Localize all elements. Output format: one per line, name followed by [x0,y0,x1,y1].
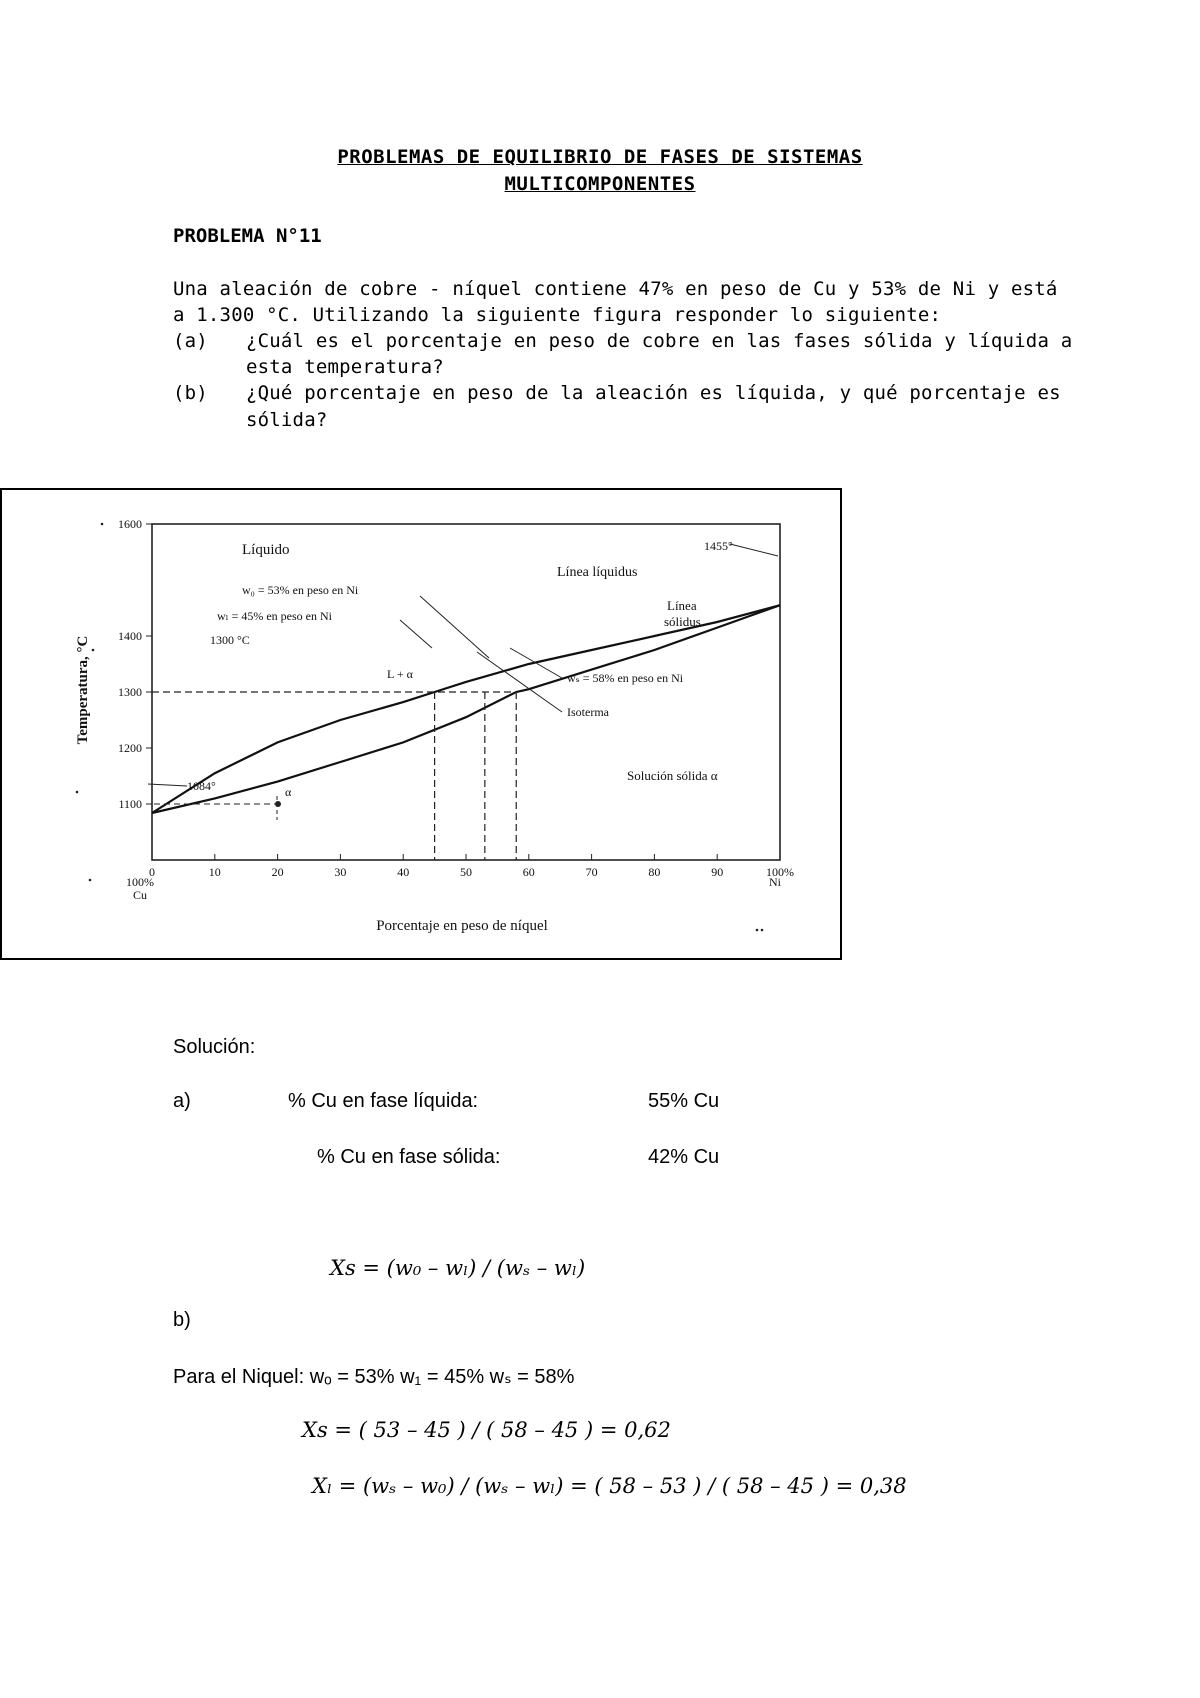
y-tick-label: 1100 [118,797,142,811]
solution-a-row2-value: 42% Cu [648,1146,720,1168]
figure-frame [0,488,842,960]
y-tick-label: 1300 [118,685,142,699]
label-1084: 1084° [187,779,216,793]
solution-a-row1-label: % Cu en fase líquida: [288,1090,479,1112]
label-alpha: α [285,785,292,799]
x-right-sub: Ni [769,875,781,889]
y-tick-label: 1600 [118,517,142,531]
x-tick-label: 0 [149,865,155,879]
x-tick-label: 60 [522,865,535,879]
question-a-line2: esta temperatura? [246,356,444,378]
solution-a-row1-value: 55% Cu [648,1090,720,1112]
alpha-point [275,801,281,807]
scan-dot [92,649,95,652]
label-1300: 1300 °C [210,633,250,647]
scan-dot [89,879,92,882]
problem-label: PROBLEMA N°11 [173,225,322,247]
scan-dot [76,791,79,794]
label-linea-solidus-2: sólidus [664,614,701,629]
x-tick-label: 40 [397,865,410,879]
xs-calculation: Xs = ( 53 – 45 ) / ( 58 – 45 ) = 0,62 [302,1418,671,1442]
label-1455: 1455° [704,539,733,553]
x-tick-label: 70 [585,865,598,879]
x-tick-label: 100% [766,865,794,879]
page-title-line2: MULTICOMPONENTES [504,173,696,195]
phase-diagram [2,490,840,958]
x-tick-label: 10 [208,865,221,879]
scan-dot [756,929,759,932]
x-tick-label: 30 [334,865,347,879]
label-isoterma: Isoterma [567,705,609,719]
question-a-label: (a) [173,330,208,352]
problem-intro-line2: a 1.300 °C. Utilizando la siguiente figura responder lo siguiente: [173,304,942,326]
x-tick-label: 90 [711,865,724,879]
formula-xs: Xs = (w₀ – wₗ) / (wₛ – wₗ) [330,1256,586,1280]
x-left-sub-1: 100% [126,875,154,889]
solution-heading: Solución: [173,1036,256,1058]
leader-w0 [420,596,489,658]
label-linea-solidus-1: Línea [667,598,697,613]
label-ws: wₛ = 58% en peso en Ni [567,671,684,685]
label-linea-liquidus: Línea líquidus [557,565,638,580]
niquel-values: Para el Niquel: wₒ = 53% w₁ = 45% wₛ = 58% [173,1366,575,1388]
y-tick-label: 1400 [118,629,142,643]
leader-ws [510,648,562,678]
leader-1455 [730,544,778,556]
label-two-phase: L + α [387,667,413,681]
question-a-line1: ¿Cuál es el porcentaje en peso de cobre en las fases sólida y líquida a [246,330,1073,352]
solution-a-label: a) [173,1090,191,1112]
question-b-line1: ¿Qué porcentaje en peso de la aleación es líquida, y qué porcentaje es [246,382,1061,404]
page-title-line1: PROBLEMAS DE EQUILIBRIO DE FASES DE SISTEMAS [337,146,863,168]
problem-intro-line1: Una aleación de cobre - níquel contiene 47% en peso de Cu y 53% de Ni y está [173,278,1058,300]
x-left-sub-2: Cu [132,888,148,902]
solution-b-label: b) [173,1309,191,1331]
y-axis-label: Temperatura, °C [75,635,91,745]
leader-1084 [148,784,187,786]
x-tick-label: 20 [271,865,284,879]
question-b-line2: sólida? [246,409,328,431]
label-solucion-solida: Solución sólida α [627,768,718,783]
leader-wl [400,620,432,648]
label-w0: w₀ = 53% en peso en Ni [242,583,359,597]
y-tick-label: 1200 [118,741,142,755]
label-liquido: Líquido [242,542,290,558]
x-tick-label: 80 [648,865,661,879]
x-tick-label: 50 [460,865,472,879]
scan-dot [101,523,104,526]
x-axis-label: Porcentaje en peso de níquel [376,918,548,934]
label-wl: wₗ = 45% en peso en Ni [217,609,332,623]
scan-dot [761,929,764,932]
solution-a-row2-label: % Cu en fase sólida: [317,1146,501,1168]
question-b-label: (b) [173,382,208,404]
xl-calculation: Xₗ = (wₛ – w₀) / (wₛ – wₗ) = ( 58 – 53 ) / ( 58 – 45 ) = 0,38 [312,1474,907,1498]
